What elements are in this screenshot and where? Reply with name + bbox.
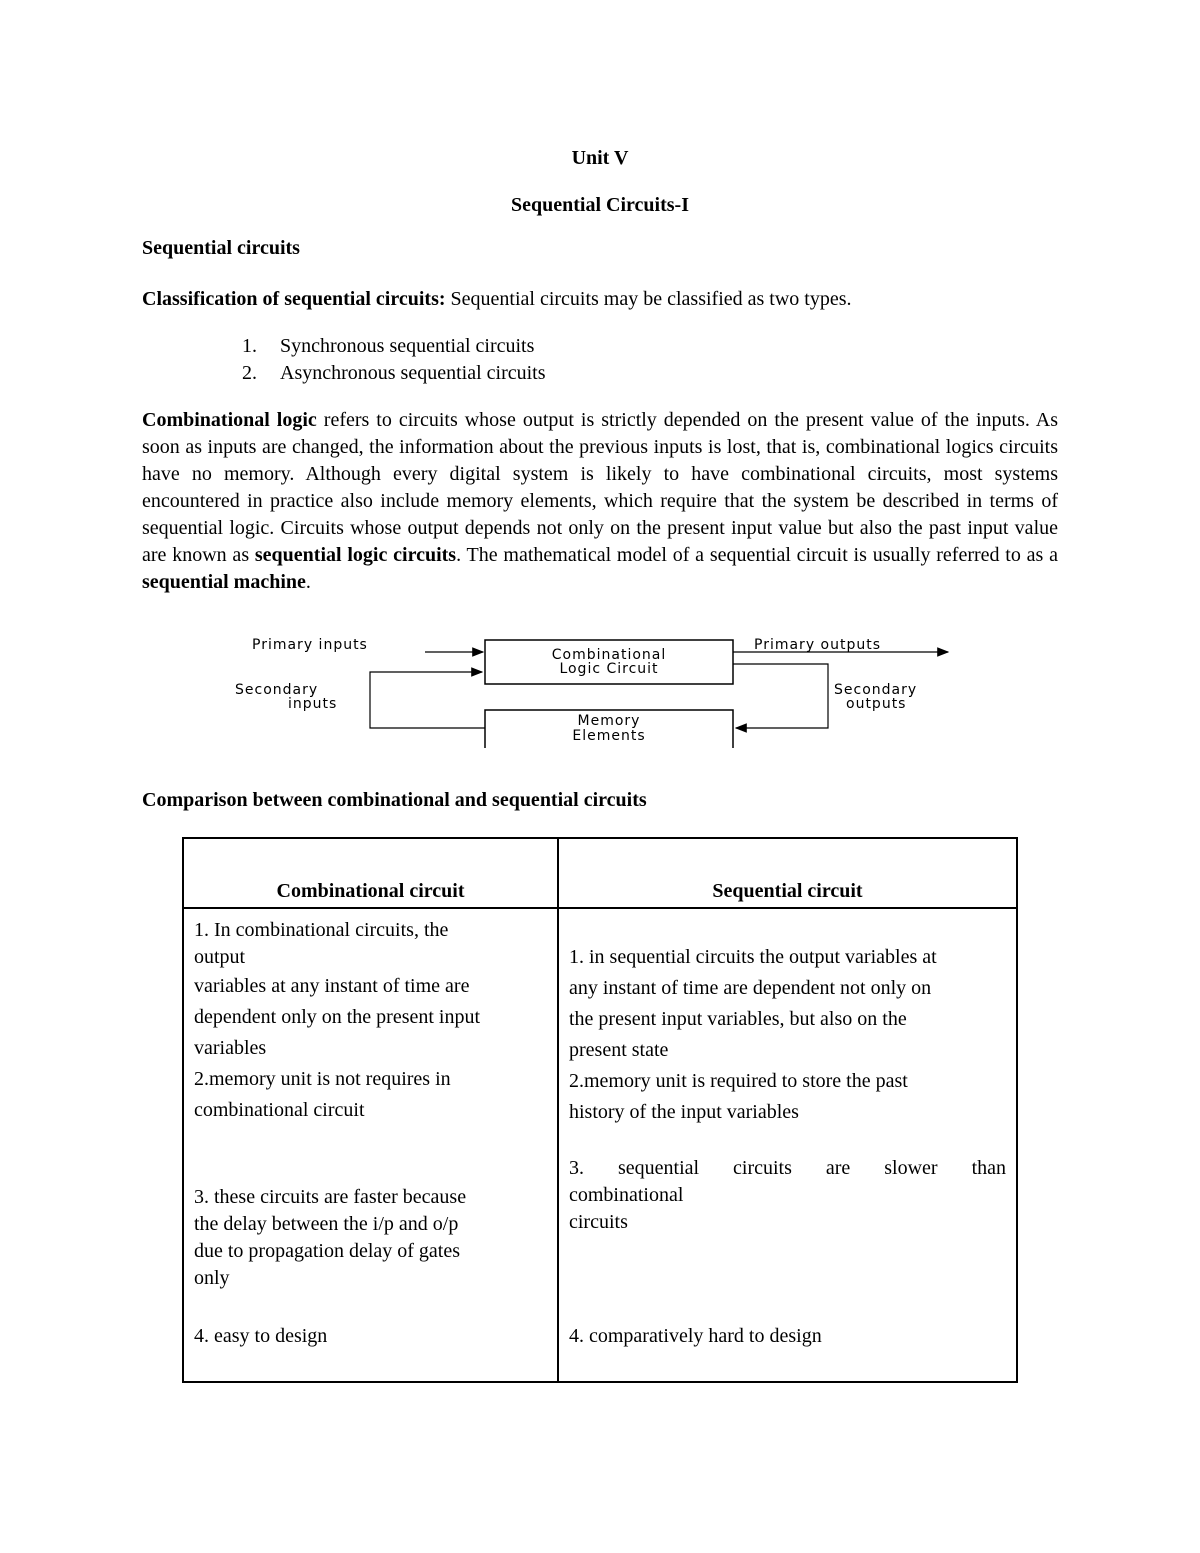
paragraph-text: refers to circuits whose output is strictly depended on the present value of the inputs. As soon as inputs are changed, the information about the previous inputs is lost, that is, combinational logics circuits have no memory. Although every digital system is likely to have combinational circuits, most systems encountered in practice also include memory elements, which require that the system be described in terms of sequential logic. Circuits whose output depends not only on the present input value but also the past input value are known as <box>142 409 1058 566</box>
list-text: Synchronous sequential circuits <box>280 335 535 357</box>
cell-word: sequential <box>617 1157 700 1179</box>
cell-line: circuits <box>569 1211 628 1233</box>
term-sequential-machine: sequential machine <box>142 571 306 593</box>
cell-line: output <box>194 946 246 968</box>
cell-line: variables at any instant of time are <box>194 975 470 997</box>
secondary-input-loop <box>370 672 485 728</box>
cell-line: combinational circuit <box>194 1099 365 1121</box>
cell-line: 2.memory unit is not requires in <box>194 1068 451 1090</box>
list-text: Asynchronous sequential circuits <box>280 362 546 384</box>
comparison-table <box>182 837 1018 1383</box>
secondary-inputs-label: inputs <box>288 696 338 712</box>
sequential-circuit-diagram <box>230 630 970 748</box>
cell-line: due to propagation delay of gates <box>194 1240 461 1262</box>
cell-word: than <box>971 1157 1006 1179</box>
memory-box-label: Memory <box>577 713 641 729</box>
cell-word: are <box>825 1157 851 1179</box>
body-paragraph <box>142 407 1058 596</box>
cell-line: 2.memory unit is required to store the past <box>569 1070 908 1092</box>
memory-box-label: Elements <box>572 728 646 744</box>
unit-subtitle: Sequential Circuits-I <box>511 194 689 216</box>
secondary-inputs-label: Secondary <box>235 682 319 698</box>
cell-line <box>569 1155 1006 1182</box>
cell-line: history of the input variables <box>569 1101 799 1123</box>
column-header: Combinational circuit <box>183 838 558 908</box>
cell-line: 4. easy to design <box>194 1325 328 1347</box>
section-heading: Sequential circuits <box>142 237 300 259</box>
secondary-outputs-label: outputs <box>846 696 907 712</box>
term-sequential-logic-circuits: sequential logic circuits <box>254 544 457 566</box>
types-list <box>242 333 546 387</box>
combinational-cell <box>183 908 558 1382</box>
paragraph-text: . The mathematical model of a sequential circuit is usually referred to as a <box>456 544 1058 566</box>
cell-line: present state <box>569 1039 669 1061</box>
term-combinational-logic: Combinational logic <box>142 409 317 431</box>
combinational-box-label: Combinational <box>551 647 667 663</box>
cell-line: the present input variables, but also on the <box>569 1008 907 1030</box>
cell-line: 3. these circuits are faster because <box>194 1186 467 1208</box>
classification-text: Sequential circuits may be classified as two types. <box>445 288 852 310</box>
cell-line: only <box>194 1267 230 1289</box>
cell-word: circuits <box>733 1157 792 1179</box>
list-number: 1. <box>242 335 257 357</box>
cell-line: combinational <box>569 1184 684 1206</box>
table-row <box>183 908 1017 1382</box>
list-number: 2. <box>242 362 257 384</box>
primary-inputs-label: Primary inputs <box>252 637 368 653</box>
primary-outputs-label: Primary outputs <box>754 637 882 653</box>
unit-title: Unit V <box>571 147 629 169</box>
cell-line: dependent only on the present input <box>194 1006 481 1028</box>
cell-line: 1. In combinational circuits, the <box>194 919 449 941</box>
column-header: Sequential circuit <box>558 838 1017 908</box>
comparison-heading: Comparison between combinational and sequential circuits <box>142 789 647 811</box>
secondary-outputs-label: Secondary <box>834 682 918 698</box>
combinational-box-label: Logic Circuit <box>559 661 659 677</box>
paragraph-text: . <box>305 571 311 593</box>
list-item <box>242 360 546 387</box>
cell-line: variables <box>194 1037 267 1059</box>
classification-line <box>142 287 852 311</box>
classification-label: Classification of sequential circuits: <box>142 288 446 310</box>
cell-line: the delay between the i/p and o/p <box>194 1213 459 1235</box>
cell-line: any instant of time are dependent not only on <box>569 977 932 999</box>
cell-word: slower <box>884 1157 938 1179</box>
list-item <box>242 333 546 360</box>
secondary-output-loop <box>733 664 828 728</box>
table-header-row <box>183 838 1017 908</box>
cell-line: 1. in sequential circuits the output variables at <box>569 946 937 968</box>
cell-line: 4. comparatively hard to design <box>569 1325 822 1347</box>
sequential-cell <box>558 908 1017 1382</box>
cell-word: 3. <box>569 1157 584 1179</box>
